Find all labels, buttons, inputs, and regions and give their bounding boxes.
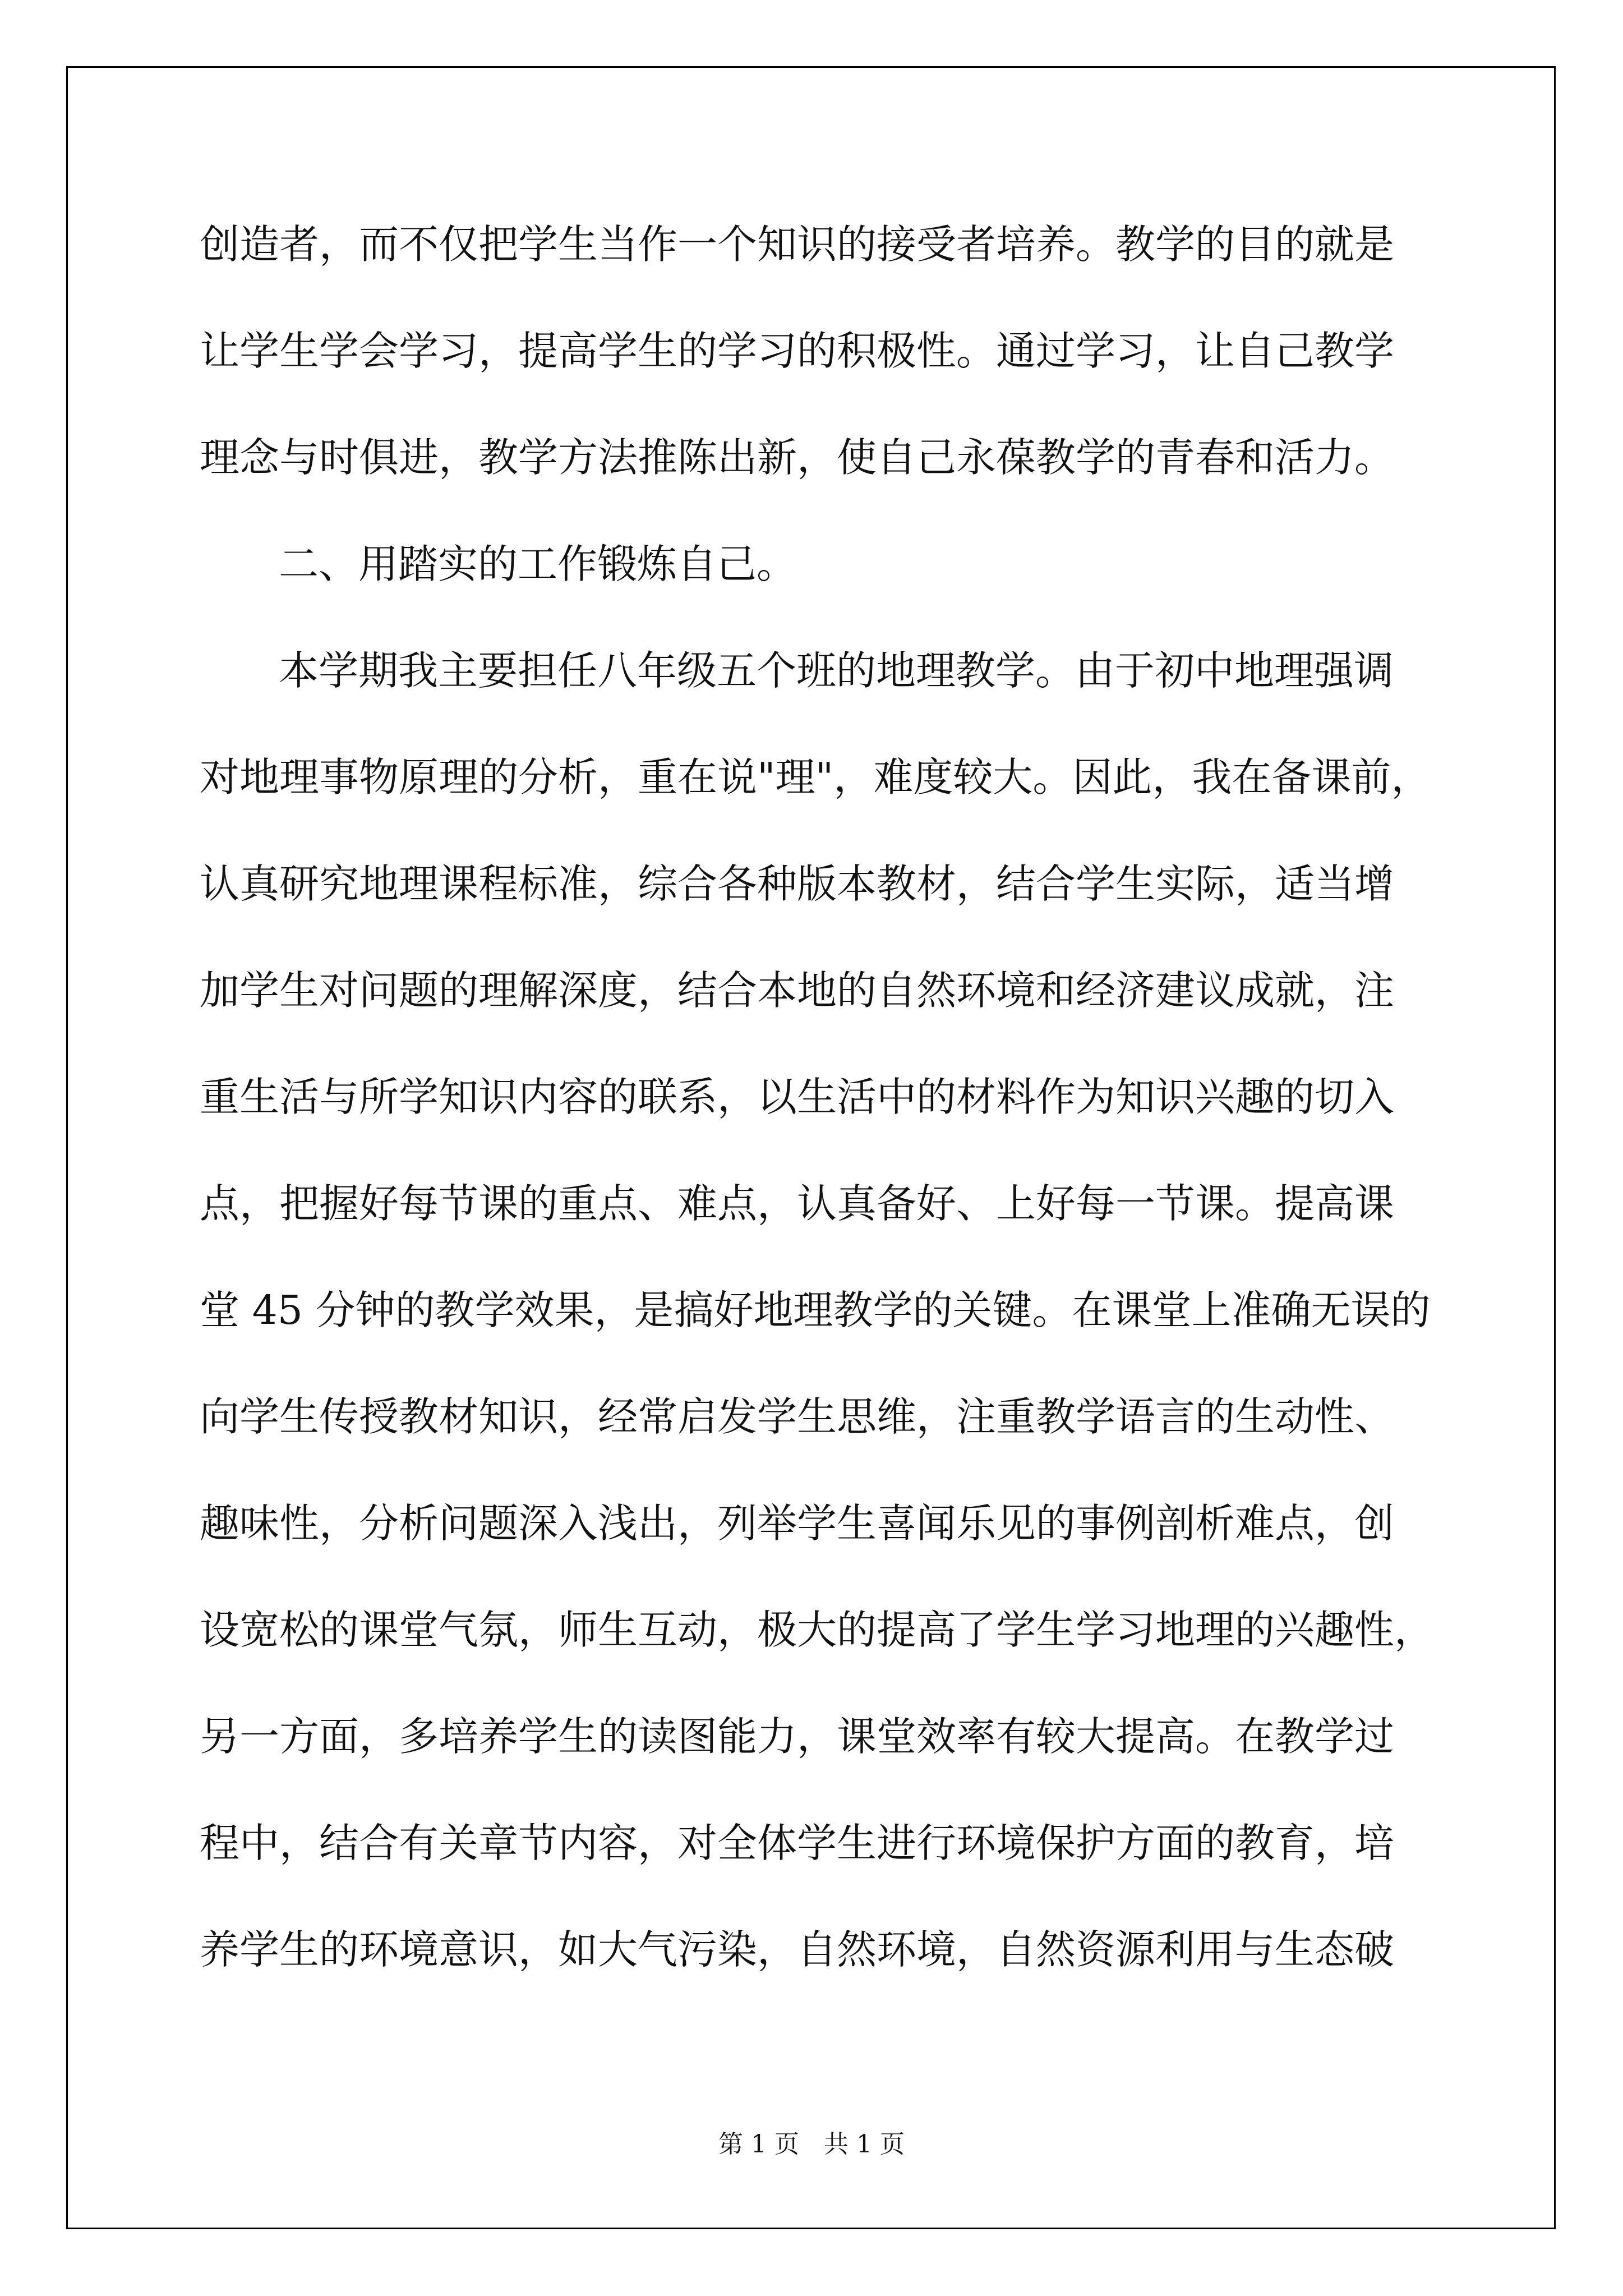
- page-footer: [0, 2128, 1623, 2161]
- section-heading: 二、用踏实的工作锻炼自己。: [279, 541, 797, 587]
- text-line: 理念与时俱进，教学方法推陈出新，使自己永葆教学的青春和活力。: [200, 434, 1395, 481]
- page-border: [66, 66, 1556, 2229]
- text-line: 向学生传授教材知识，经常启发学生思维，注重教学语言的生动性、: [200, 1393, 1395, 1440]
- page-total: 共 1 页: [824, 2130, 905, 2159]
- text-line: 设宽松的课堂气氛，师生互动，极大的提高了学生学习地理的兴趣性，: [200, 1607, 1435, 1653]
- text-line: 养学生的环境意识，如大气污染，自然环境，自然资源利用与生态破: [200, 1926, 1395, 1973]
- text-line: 重生活与所学知识内容的联系，以生活中的材料作为知识兴趣的切入: [200, 1074, 1395, 1120]
- text-line: 点，把握好每节课的重点、难点，认真备好、上好每一节课。提高课: [200, 1180, 1395, 1227]
- text-line: 认真研究地理课程标准，综合各种版本教材，结合学生实际，适当增: [200, 861, 1395, 907]
- text-line: 本学期我主要担任八年级五个班的地理教学。由于初中地理强调: [279, 647, 1394, 694]
- text-line: 堂 45 分钟的教学效果，是搞好地理教学的关键。在课堂上准确无误的: [200, 1287, 1431, 1333]
- text-line: 对地理事物原理的分析，重在说"理"，难度较大。因此，我在备课前，: [200, 754, 1431, 800]
- page-number: 第 1 页: [718, 2130, 799, 2159]
- text-line: 创造者，而不仅把学生当作一个知识的接受者培养。教学的目的就是: [200, 221, 1395, 268]
- text-line: 程中，结合有关章节内容，对全体学生进行环境保护方面的教育，培: [200, 1820, 1395, 1866]
- text-line: 趣味性，分析问题深入浅出，列举学生喜闻乐见的事例剖析难点，创: [200, 1500, 1395, 1547]
- text-line: 加学生对问题的理解深度，结合本地的自然环境和经济建议成就，注: [200, 967, 1395, 1014]
- text-line: 让学生学会学习，提高学生的学习的积极性。通过学习，让自己教学: [200, 328, 1395, 374]
- text-line: 另一方面，多培养学生的读图能力，课堂效率有较大提高。在教学过: [200, 1713, 1395, 1760]
